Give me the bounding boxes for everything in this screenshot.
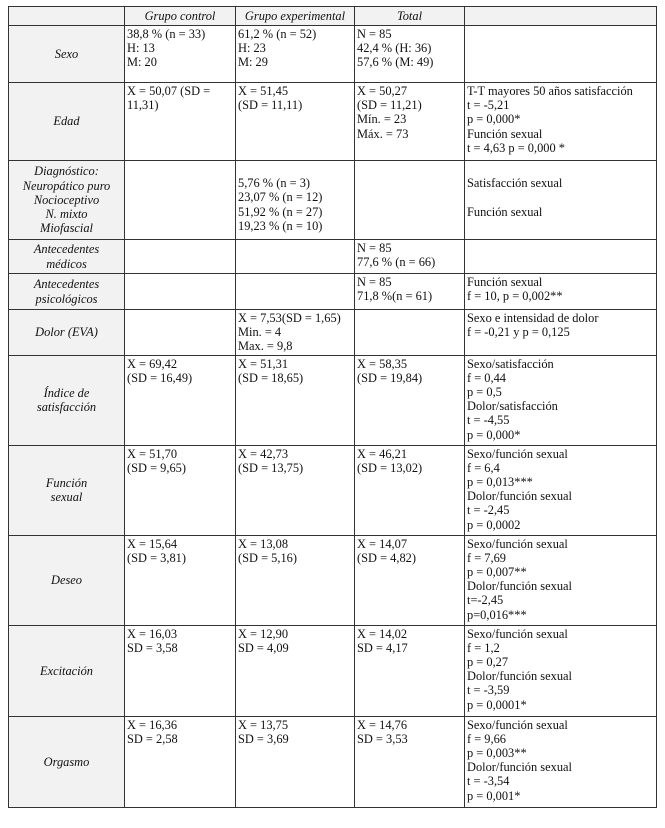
- table-row: [9, 310, 657, 356]
- cell-line: X = 16,36: [127, 717, 178, 732]
- cell-line: Diagnóstico:: [34, 164, 99, 179]
- header-label: [9, 7, 125, 26]
- cell-line: 19,23 % (n = 10): [238, 218, 323, 233]
- cell-line: SD = 3,69: [238, 731, 289, 746]
- cell-line: 42,4 % (H: 36): [357, 41, 432, 56]
- total-cell: [355, 310, 465, 356]
- cell-line: Orgasmo: [43, 754, 90, 769]
- cell-line: 11,31): [127, 98, 159, 113]
- cell-line: X = 50,27: [357, 84, 408, 98]
- header-notes: [465, 7, 657, 26]
- row-label: [9, 625, 125, 716]
- cell-line: f = 9,66: [467, 731, 506, 746]
- cell-line: Dolor/función sexual: [467, 489, 572, 504]
- control-cell: [125, 161, 236, 240]
- row-label: [9, 240, 125, 274]
- cell-line: t = -3,59: [467, 683, 510, 698]
- cell-line: Sexo/función sexual: [467, 446, 568, 461]
- cell-line: p = 0,000*: [467, 427, 521, 442]
- cell-line: p = 0,007**: [467, 565, 527, 580]
- cell-line: 77,6 % (n = 66): [357, 255, 436, 270]
- row-label: [9, 83, 125, 161]
- notes-cell: [465, 83, 657, 161]
- row-label: [9, 535, 125, 625]
- total-cell: [355, 240, 465, 274]
- cell-line: SD = 2,58: [127, 731, 178, 746]
- cell-line: M: 20: [127, 55, 157, 70]
- cell-line: Neuropático puro: [22, 178, 111, 193]
- experimental-cell: [236, 535, 355, 625]
- cell-line: X = 42,73: [238, 446, 289, 461]
- cell-line: Nocioceptivo: [33, 192, 100, 207]
- cell-line: p = 0,001*: [467, 788, 521, 803]
- control-cell: [125, 274, 236, 310]
- cell-line: p = 0,013***: [467, 475, 533, 490]
- cell-line: (SD = 3,81): [127, 550, 186, 565]
- cell-line: f = 7,69: [467, 550, 506, 565]
- cell-line: sexual: [50, 490, 83, 505]
- cell-line: p = 0,000*: [467, 112, 521, 127]
- cell-line: X = 58,35: [357, 356, 408, 371]
- cell-line: [467, 162, 654, 176]
- cell-line: t=-2,45: [467, 593, 504, 608]
- table-row: [9, 161, 657, 240]
- table-row: [9, 535, 657, 625]
- cell-line: Antecedentes: [33, 277, 100, 292]
- notes-cell: [465, 310, 657, 356]
- cell-line: Miofascial: [40, 221, 93, 236]
- cell-line: t = -2,45: [467, 503, 510, 518]
- total-cell: [355, 716, 465, 807]
- experimental-cell: [236, 161, 355, 240]
- cell-line: 51,92 % (n = 27): [238, 204, 323, 219]
- cell-line: X = 14,76: [357, 717, 408, 732]
- cell-line: Dolor/función sexual: [467, 760, 572, 775]
- cell-line: Dolor/satisfacción: [467, 399, 558, 414]
- experimental-cell: [236, 355, 355, 445]
- cell-line: X = 46,21: [357, 446, 408, 461]
- cell-line: Función sexual: [467, 126, 543, 141]
- cell-line: Sexo e intensidad de dolor: [467, 311, 599, 325]
- cell-line: X = 7,53(SD = 1,65): [238, 311, 341, 325]
- cell-line: X = 51,31: [238, 356, 289, 371]
- cell-line: Sexo/función sexual: [467, 536, 568, 551]
- cell-line: (SD = 11,11): [238, 98, 303, 113]
- control-cell: [125, 310, 236, 356]
- experimental-cell: [236, 625, 355, 716]
- control-cell: [125, 445, 236, 535]
- cell-line: X = 14,07: [357, 536, 408, 551]
- table-row: [9, 716, 657, 807]
- cell-line: 71,8 %(n = 61): [357, 289, 433, 304]
- total-cell: [355, 26, 465, 83]
- cell-line: Dolor/función sexual: [467, 669, 572, 684]
- table-row: [9, 625, 657, 716]
- cell-line: (SD = 19,84): [357, 370, 423, 385]
- total-cell: [355, 161, 465, 240]
- experimental-cell: [236, 83, 355, 161]
- total-cell: [355, 625, 465, 716]
- notes-cell: [465, 240, 657, 274]
- experimental-cell: [236, 445, 355, 535]
- notes-cell: [465, 445, 657, 535]
- page: [8, 6, 656, 808]
- cell-line: X = 14,02: [357, 626, 408, 641]
- cell-line: X = 69,42: [127, 356, 178, 371]
- cell-line: (SD = 5,16): [238, 550, 297, 565]
- cell-line: N = 85: [357, 27, 392, 41]
- table-body: [9, 26, 657, 808]
- cell-line: f = -0,21 y p = 0,125: [467, 325, 570, 340]
- row-label: [9, 26, 125, 83]
- experimental-cell: [236, 716, 355, 807]
- cell-line: Satisfacción sexual: [467, 176, 563, 191]
- cell-line: (SD = 18,65): [238, 370, 304, 385]
- header-row: [9, 7, 657, 26]
- cell-line: 57,6 % (M: 49): [357, 55, 434, 70]
- row-label: [9, 161, 125, 240]
- notes-cell: [465, 355, 657, 445]
- experimental-cell: [236, 310, 355, 356]
- cell-line: (SD = 16,49): [127, 370, 193, 385]
- cell-line: (SD = 4,82): [357, 550, 416, 565]
- notes-cell: [465, 274, 657, 310]
- table-row: [9, 83, 657, 161]
- cell-line: Sexo/satisfacción: [467, 356, 554, 371]
- cell-line: N = 85: [357, 241, 392, 255]
- cell-line: 61,2 % (n = 52): [238, 27, 317, 41]
- cell-line: X = 13,08: [238, 536, 289, 551]
- cell-line: M: 29: [238, 55, 268, 70]
- cell-line: 38,8 % (n = 33): [127, 27, 206, 41]
- cell-line: f = 6,4: [467, 460, 500, 475]
- cell-line: Dolor/función sexual: [467, 579, 572, 594]
- table-row: [9, 355, 657, 445]
- cell-line: Dolor (EVA): [35, 325, 98, 340]
- notes-cell: [465, 161, 657, 240]
- row-label: [9, 310, 125, 356]
- control-cell: [125, 535, 236, 625]
- row-label: [9, 274, 125, 310]
- total-cell: [355, 445, 465, 535]
- control-cell: [125, 240, 236, 274]
- control-cell: [125, 625, 236, 716]
- cell-line: p = 0,003**: [467, 746, 527, 761]
- experimental-cell: [236, 240, 355, 274]
- cell-line: Índice de: [43, 385, 90, 400]
- cell-line: t = -5,21: [467, 98, 510, 113]
- cell-line: médicos: [46, 256, 87, 271]
- header-control-group: Grupo control: [125, 7, 236, 26]
- control-cell: [125, 716, 236, 807]
- cell-line: N = 85: [357, 275, 392, 289]
- cell-line: Min. = 4: [238, 325, 282, 340]
- cell-line: X = 50,07 (SD =: [127, 84, 211, 98]
- experimental-cell: [236, 274, 355, 310]
- cell-line: p = 0,0002: [467, 517, 521, 532]
- cell-line: [238, 162, 352, 176]
- table-row: [9, 445, 657, 535]
- cell-line: Excitación: [40, 663, 93, 678]
- cell-line: f = 10, p = 0,002**: [467, 289, 563, 304]
- cell-line: X = 51,45: [238, 84, 289, 98]
- notes-cell: [465, 535, 657, 625]
- cell-line: f = 1,2: [467, 640, 500, 655]
- total-cell: [355, 83, 465, 161]
- cell-line: (SD = 13,75): [238, 460, 304, 475]
- notes-cell: [465, 26, 657, 83]
- table-row: [9, 240, 657, 274]
- cell-line: p = 0,27: [467, 655, 509, 670]
- cell-line: 5,76 % (n = 3): [238, 176, 311, 191]
- cell-line: SD = 4,17: [357, 640, 408, 655]
- cell-line: Edad: [53, 114, 80, 129]
- cell-line: SD = 3,53: [357, 731, 408, 746]
- cell-line: SD = 3,58: [127, 640, 178, 655]
- experimental-cell: [236, 26, 355, 83]
- cell-line: H: 13: [127, 41, 155, 56]
- cell-line: X = 51,70: [127, 446, 178, 461]
- cell-line: Max. = 9,8: [238, 339, 293, 354]
- cell-line: H: 23: [238, 41, 266, 56]
- total-cell: [355, 355, 465, 445]
- cell-line: SD = 4,09: [238, 640, 289, 655]
- notes-cell: [465, 625, 657, 716]
- cell-line: X = 12,90: [238, 626, 289, 641]
- cell-line: Antecedentes: [33, 242, 100, 257]
- cell-line: 23,07 % (n = 12): [238, 190, 323, 205]
- notes-cell: [465, 716, 657, 807]
- cell-line: p = 0,0001*: [467, 697, 527, 712]
- cell-line: psicológicos: [35, 291, 98, 306]
- cell-line: p = 0,5: [467, 385, 502, 400]
- cell-line: X = 15,64: [127, 536, 178, 551]
- row-label: [9, 445, 125, 535]
- cell-line: Sexo/función sexual: [467, 626, 568, 641]
- cell-line: Máx. = 73: [357, 126, 409, 141]
- row-label: [9, 716, 125, 807]
- control-cell: [125, 26, 236, 83]
- cell-line: Mín. = 23: [357, 112, 407, 127]
- cell-line: Función sexual: [467, 275, 543, 289]
- cell-line: f = 0,44: [467, 370, 506, 385]
- cell-line: t = -3,54: [467, 774, 510, 789]
- cell-line: satisfacción: [36, 400, 97, 415]
- cell-line: N. mixto: [45, 207, 88, 222]
- row-label: [9, 355, 125, 445]
- cell-line: X = 16,03: [127, 626, 178, 641]
- header-total: Total: [355, 7, 465, 26]
- total-cell: [355, 535, 465, 625]
- cell-line: Función: [45, 475, 88, 490]
- results-table: [8, 6, 657, 808]
- cell-line: (SD = 13,02): [357, 460, 423, 475]
- cell-line: (SD = 11,21): [357, 98, 422, 113]
- table-row: [9, 26, 657, 83]
- cell-line: p=0,016***: [467, 607, 527, 622]
- cell-line: [467, 190, 654, 204]
- cell-line: Función sexual: [467, 204, 543, 219]
- cell-line: X = 13,75: [238, 717, 289, 732]
- cell-line: Deseo: [51, 573, 82, 587]
- total-cell: [355, 274, 465, 310]
- cell-line: t = -4,55: [467, 413, 510, 428]
- cell-line: (SD = 9,65): [127, 460, 186, 475]
- cell-line: T-T mayores 50 años satisfacción: [467, 84, 633, 98]
- cell-line: Sexo/función sexual: [467, 717, 568, 732]
- control-cell: [125, 83, 236, 161]
- control-cell: [125, 355, 236, 445]
- cell-line: t = 4,63 p = 0,000 *: [467, 140, 565, 155]
- header-experimental-group: Grupo experimental: [236, 7, 355, 26]
- table-row: [9, 274, 657, 310]
- cell-line: Sexo: [54, 46, 79, 61]
